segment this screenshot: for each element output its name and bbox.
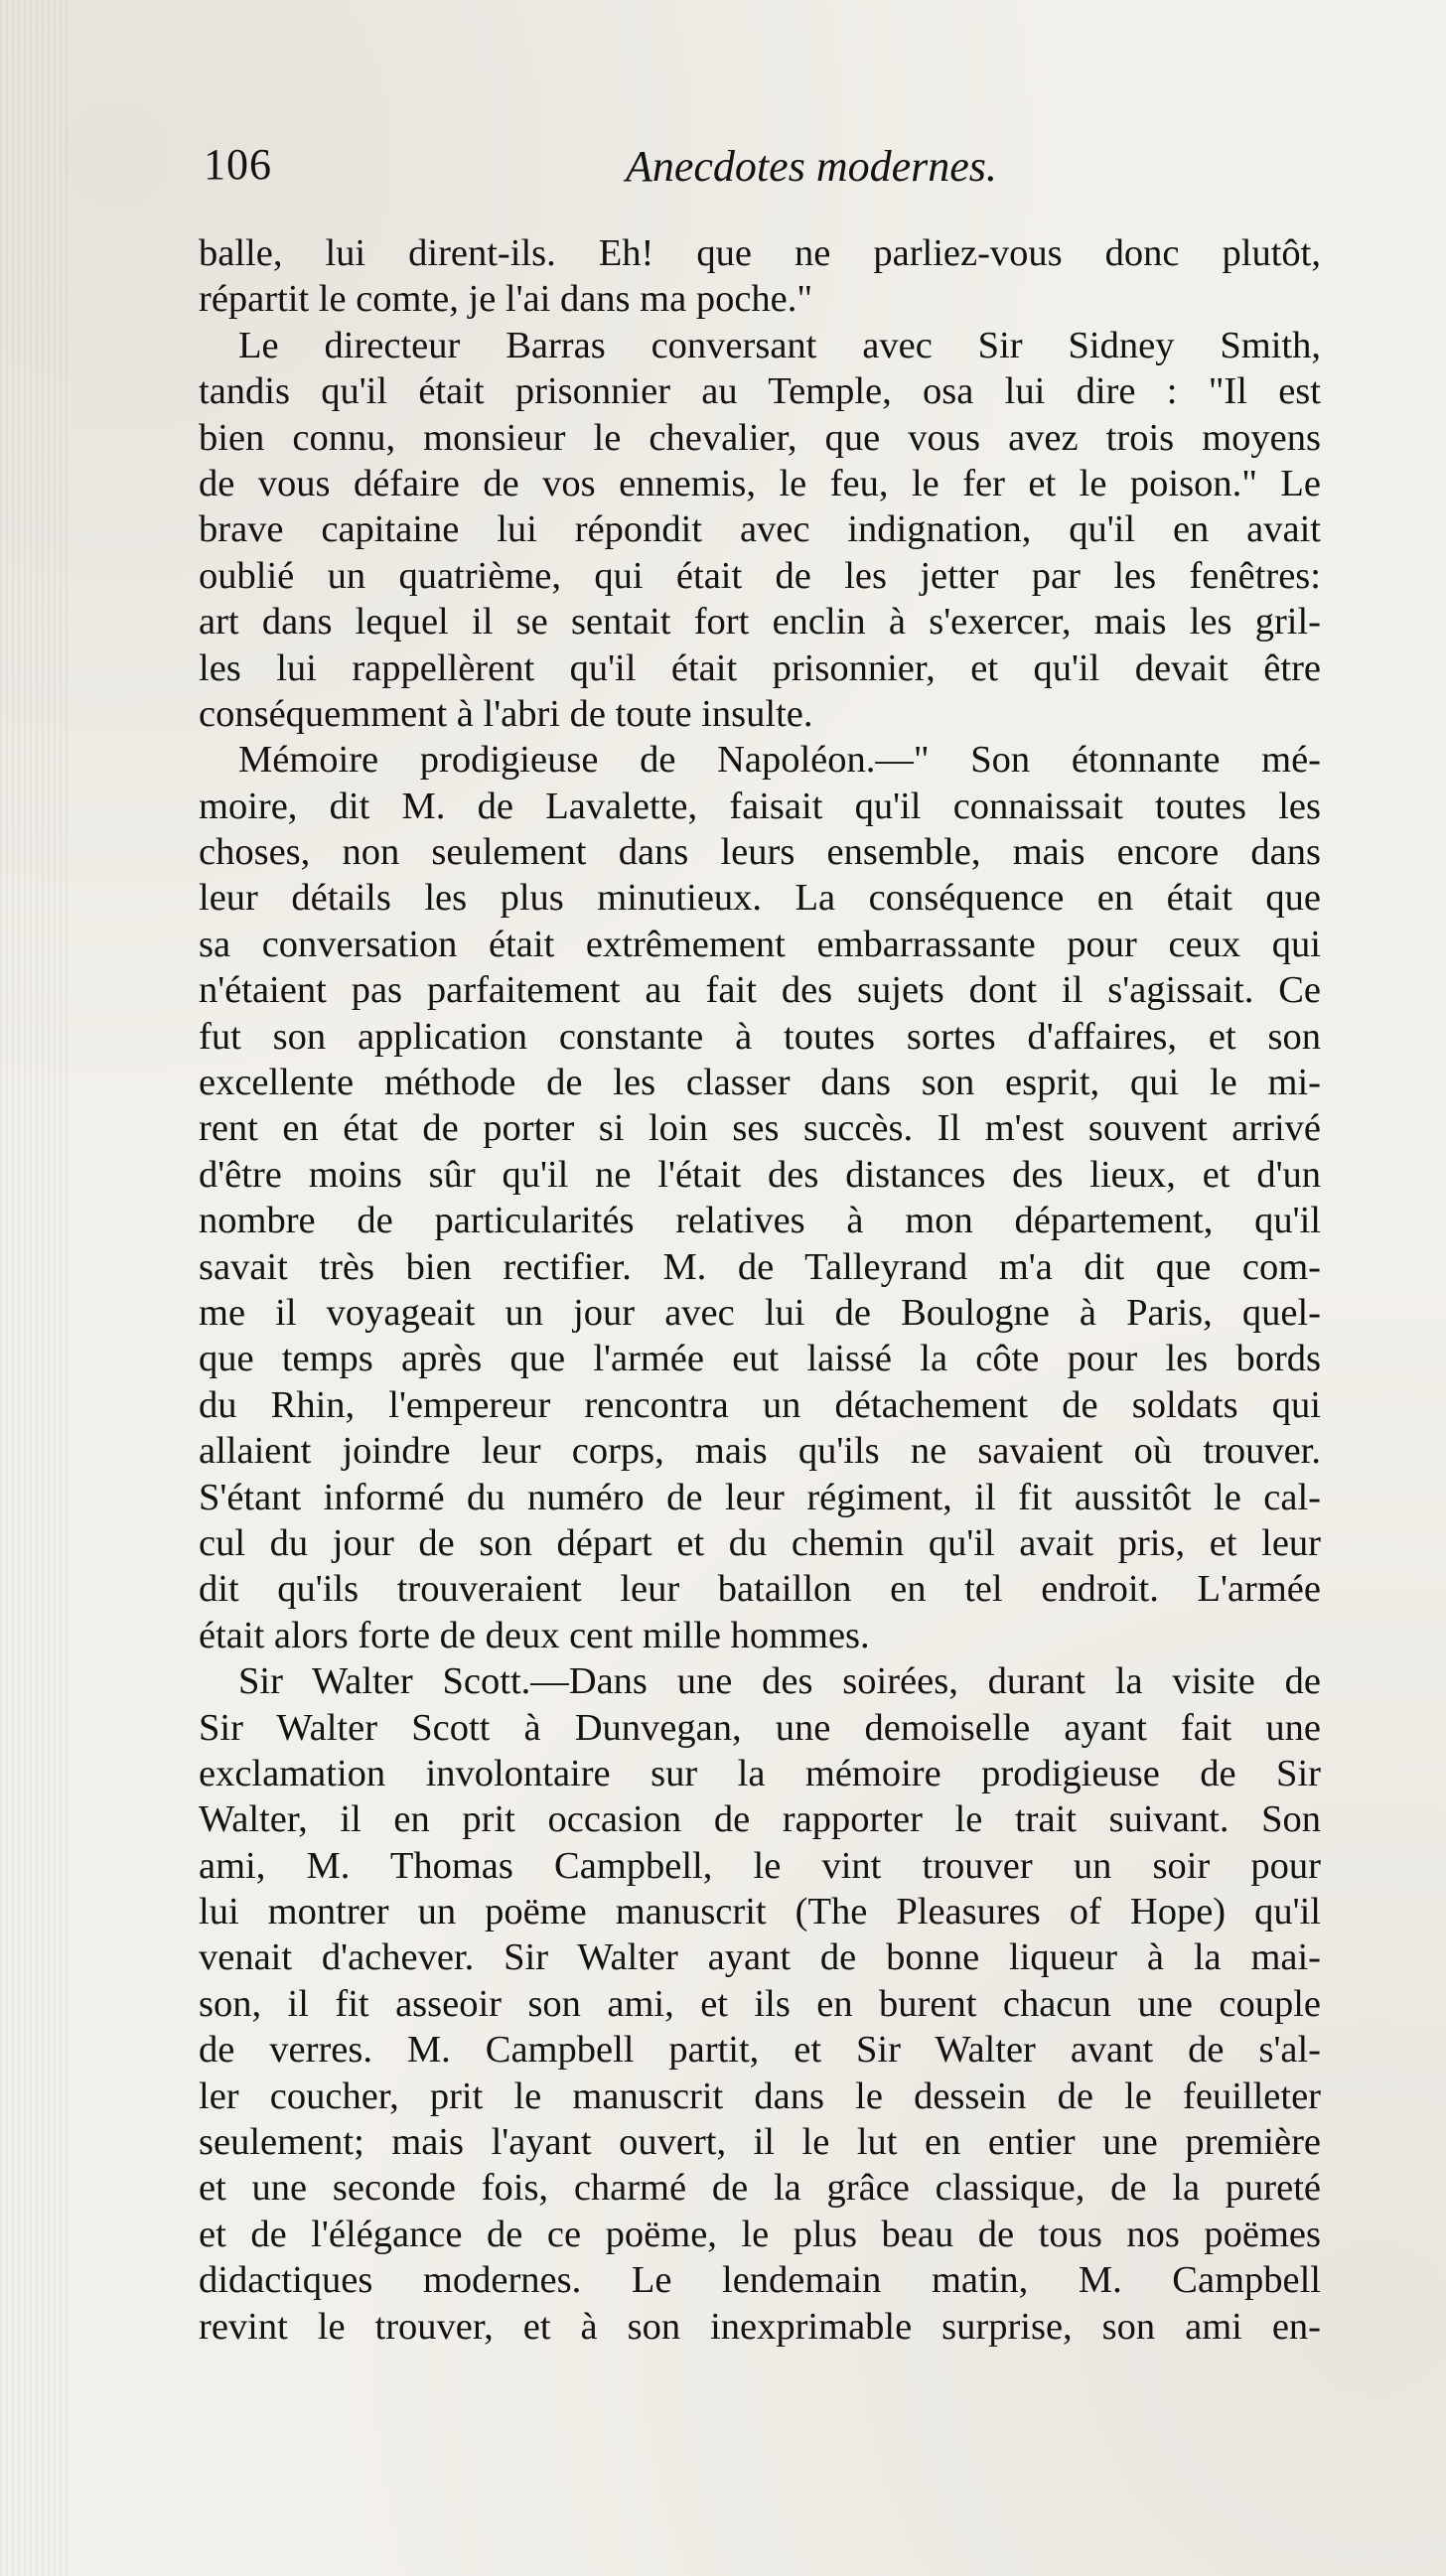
text-line: balle, lui dirent-ils. Eh! que ne parliez-vous donc plutôt,: [199, 232, 1321, 274]
body-text: [199, 230, 1321, 2350]
text-line: art dans lequel il se sentait fort enclin à s'exercer, mais les gril-: [199, 601, 1321, 644]
text-line: oublié un quatrième, qui était de les jetter par les fenêtres:: [199, 554, 1321, 597]
text-line: allaient joindre leur corps, mais qu'ils ne savaient où trouver.: [199, 1430, 1321, 1473]
text-line: tandis qu'il était prisonnier au Temple, osa lui dire : "Il est: [199, 370, 1321, 413]
text-line: choses, non seulement dans leurs ensemble, mais encore dans: [199, 831, 1321, 874]
text-line: n'étaient pas parfaitement au fait des sujets dont il s'agissait. Ce: [199, 969, 1321, 1012]
text-line: de vous défaire de vos ennemis, le feu, le fer et le poison." Le: [199, 462, 1321, 504]
text-line: leur détails les plus minutieux. La conséquence en était que: [199, 877, 1321, 920]
text-line: Walter, il en prit occasion de rapporter le trait suivant. Son: [199, 1798, 1321, 1841]
text-line: excellente méthode de les classer dans son esprit, qui le mi-: [199, 1062, 1321, 1104]
text-line: bien connu, monsieur le chevalier, que vous avez trois moyens: [199, 416, 1321, 459]
text-line: conséquemment à l'abri de toute insulte.: [199, 692, 813, 735]
text-line: les lui rappellèrent qu'il était prisonnier, et qu'il devait être: [199, 646, 1321, 689]
page-number: 106: [204, 140, 272, 189]
page-header: [204, 139, 1336, 199]
text-line: Sir Walter Scott.—Dans une des soirées, durant la visite de: [238, 1660, 1321, 1703]
text-line: exclamation involontaire sur la mémoire prodigieuse de Sir: [199, 1752, 1321, 1794]
text-line: venait d'achever. Sir Walter ayant de bonne liqueur à la mai-: [199, 1936, 1321, 1979]
text-line: que temps après que l'armée eut laissé la côte pour les bords: [199, 1338, 1321, 1380]
text-line: moire, dit M. de Lavalette, faisait qu'il connaissait toutes les: [199, 785, 1321, 827]
text-line: brave capitaine lui répondit avec indignation, qu'il en avait: [199, 508, 1321, 551]
text-line: était alors forte de deux cent mille hommes.: [199, 1614, 870, 1656]
text-line: répartit le comte, je l'ai dans ma poche.": [199, 278, 813, 321]
text-line: fut son application constante à toutes sortes d'affaires, et son: [199, 1015, 1321, 1058]
text-line: me il voyageait un jour avec lui de Boulogne à Paris, quel-: [199, 1291, 1321, 1334]
text-line: ami, M. Thomas Campbell, le vint trouver un soir pour: [199, 1844, 1321, 1887]
text-line: savait très bien rectifier. M. de Talleyrand m'a dit que com-: [199, 1245, 1321, 1288]
text-line: didactiques modernes. Le lendemain matin, M. Campbell: [199, 2259, 1321, 2302]
text-line: d'être moins sûr qu'il ne l'était des distances des lieux, et d'un: [199, 1153, 1321, 1196]
text-line: rent en état de porter si loin ses succès. Il m'est souvent arrivé: [199, 1107, 1321, 1150]
text-line: seulement; mais l'ayant ouvert, il le lut en entier une première: [199, 2121, 1321, 2164]
text-line: ler coucher, prit le manuscrit dans le dessein de le feuilleter: [199, 2075, 1321, 2117]
text-line: nombre de particularités relatives à mon département, qu'il: [199, 1200, 1321, 1242]
text-line: lui montrer un poëme manuscrit (The Pleasures of Hope) qu'il: [199, 1891, 1321, 1933]
running-head: Anecdotes modernes.: [626, 142, 997, 191]
scan-edge-noise: [0, 0, 70, 2576]
text-line: S'étant informé du numéro de leur régiment, il fit aussitôt le cal-: [199, 1476, 1321, 1518]
text-line: Le directeur Barras conversant avec Sir Sidney Smith,: [238, 324, 1321, 366]
text-line: revint le trouver, et à son inexprimable surprise, son ami en-: [199, 2305, 1321, 2348]
text-line: de verres. M. Campbell partit, et Sir Walter avant de s'al-: [199, 2029, 1321, 2072]
text-line: et de l'élégance de ce poëme, le plus beau de tous nos poëmes: [199, 2213, 1321, 2255]
text-line: Sir Walter Scott à Dunvegan, une demoiselle ayant fait une: [199, 1706, 1321, 1749]
text-line: son, il fit asseoir son ami, et ils en burent chacun une couple: [199, 1982, 1321, 2025]
text-line: cul du jour de son départ et du chemin qu'il avait pris, et leur: [199, 1521, 1321, 1564]
text-line: sa conversation était extrêmement embarrassante pour ceux qui: [199, 923, 1321, 965]
text-line: et une seconde fois, charmé de la grâce classique, de la pureté: [199, 2167, 1321, 2210]
text-line: dit qu'ils trouveraient leur bataillon en tel endroit. L'armée: [199, 1568, 1321, 1611]
text-line: Mémoire prodigieuse de Napoléon.—" Son étonnante mé-: [238, 739, 1321, 782]
text-line: du Rhin, l'empereur rencontra un détachement de soldats qui: [199, 1383, 1321, 1426]
